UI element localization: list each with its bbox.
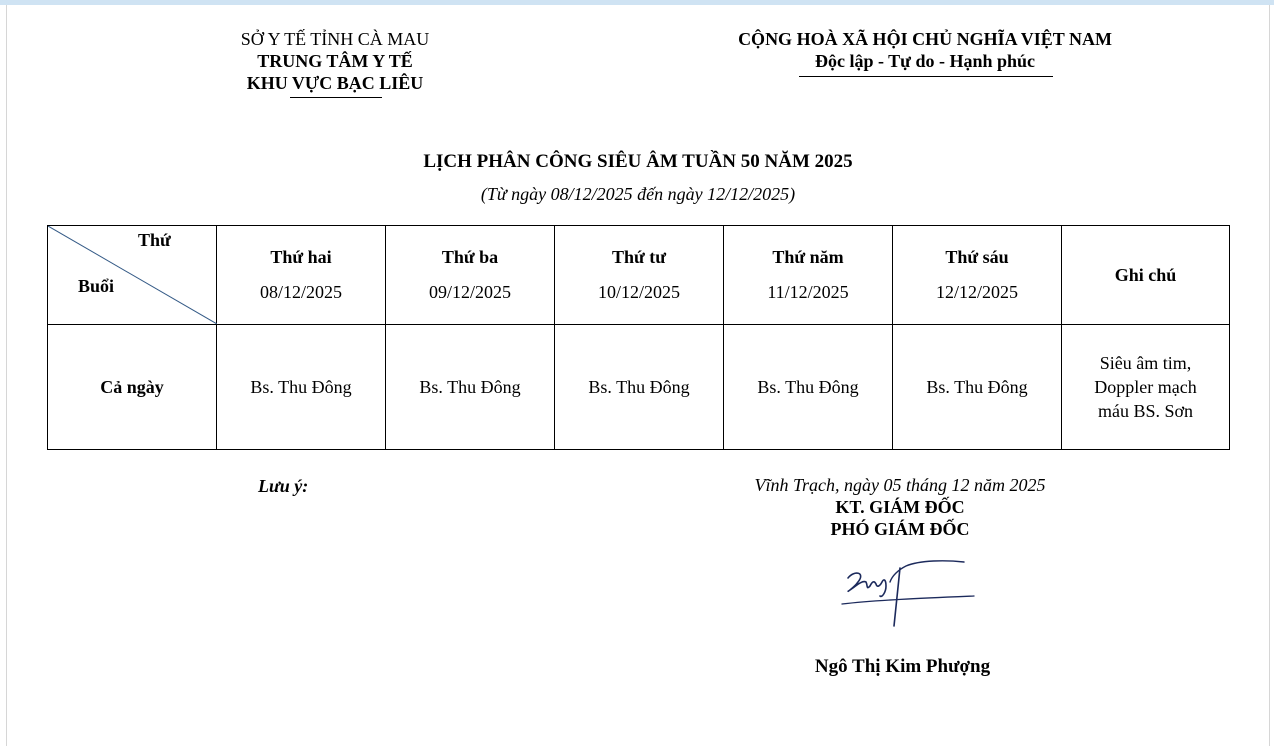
note-line: Siêu âm tim, [1099, 353, 1192, 373]
day-date: 08/12/2025 [259, 282, 342, 302]
note-label: Lưu ý: [258, 476, 309, 496]
nation-name: CỘNG HOÀ XÃ HỘI CHỦ NGHĨA VIỆT NAM [738, 29, 1112, 49]
top-accent-bar [0, 0, 1274, 5]
day-name: Thứ hai [270, 247, 332, 267]
assignment-tuesday: Bs. Thu Đông [386, 325, 555, 450]
day-header-tuesday [386, 226, 555, 325]
note-line: máu BS. Sơn [1097, 401, 1194, 421]
day-header-monday [217, 226, 386, 325]
nation-motto: Độc lập - Tự do - Hạnh phúc [814, 51, 1036, 71]
table-header-row [48, 226, 1230, 325]
schedule-table [47, 225, 1230, 450]
day-name: Thứ ba [441, 247, 499, 267]
nation-underline [799, 76, 1053, 77]
signer-role-1: KT. GIÁM ĐỐC [835, 497, 965, 517]
day-name: Thứ tư [611, 247, 667, 267]
page-right-edge [1269, 5, 1270, 746]
signer-name: Ngô Thị Kim Phượng [814, 656, 991, 677]
signer-role-2: PHÓ GIÁM ĐỐC [830, 519, 970, 539]
org-underline [290, 97, 382, 98]
page-title: LỊCH PHÂN CÔNG SIÊU ÂM TUẦN 50 NĂM 2025 [423, 151, 853, 172]
diagonal-divider [48, 226, 217, 324]
org-center: TRUNG TÂM Y TẾ [257, 51, 413, 71]
assignment-wednesday: Bs. Thu Đông [555, 325, 724, 450]
note-cell [1062, 325, 1230, 450]
place-date: Vĩnh Trạch, ngày 05 tháng 12 năm 2025 [754, 475, 1046, 495]
day-header-wednesday [555, 226, 724, 325]
day-header-thursday [724, 226, 893, 325]
signature-block [720, 474, 1080, 540]
national-header [690, 28, 1160, 72]
corner-day-label: Thứ [138, 230, 171, 250]
assignment-monday: Bs. Thu Đông [217, 325, 386, 450]
date-range: (Từ ngày 08/12/2025 đến ngày 12/12/2025) [480, 184, 796, 204]
note-header: Ghi chú [1062, 226, 1230, 325]
page-left-edge [6, 5, 7, 746]
org-department: SỞ Y TẾ TỈNH CÀ MAU [240, 29, 430, 49]
shift-label: Cả ngày [48, 325, 217, 450]
day-date: 11/12/2025 [767, 282, 849, 302]
assignment-friday: Bs. Thu Đông [893, 325, 1062, 450]
day-name: Thứ năm [772, 247, 844, 267]
note-line: Doppler mạch [1094, 377, 1197, 397]
handwritten-signature [836, 556, 981, 632]
day-name: Thứ sáu [945, 247, 1009, 267]
day-date: 09/12/2025 [428, 282, 511, 302]
table-row [48, 325, 1230, 450]
corner-shift-label: Buổi [78, 276, 115, 296]
day-date: 12/12/2025 [935, 282, 1018, 302]
day-header-friday [893, 226, 1062, 325]
assignment-thursday: Bs. Thu Đông [724, 325, 893, 450]
organization-header [185, 28, 485, 94]
day-date: 10/12/2025 [597, 282, 680, 302]
corner-cell [48, 226, 217, 325]
org-region: KHU VỰC BẠC LIÊU [246, 73, 424, 93]
